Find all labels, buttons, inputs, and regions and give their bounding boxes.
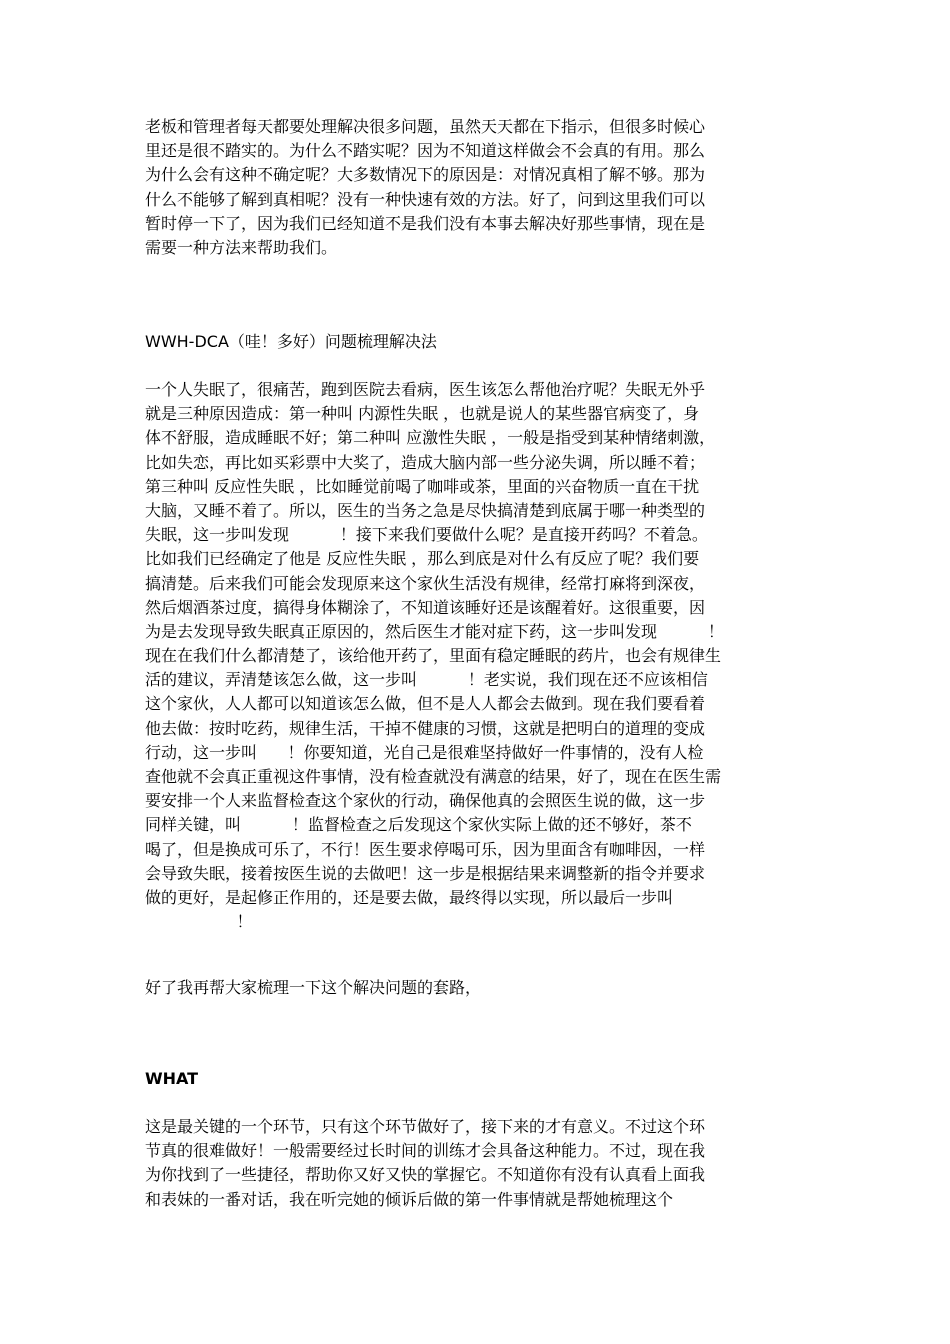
text-line: 行动，这一步叫 ！你要知道，光自己是很难坚持做好一件事情的，没有人检 [145, 742, 704, 762]
text-line: 比如我们已经确定了他是 反应性失眠 ，那么到底是对什么有反应了呢？我们要 [145, 549, 700, 569]
what-paragraph [145, 1115, 810, 1212]
text-line: 喝了，但是换成可乐了，不行！医生要求停喝可乐，因为里面含有咖啡因，一样 [145, 839, 706, 859]
text-line: 大脑，又睡不着了。所以，医生的当务之急是尽快搞清楚到底属于哪一种类型的 [145, 500, 706, 520]
text-line: 第三种叫 反应性失眠 ，比如睡觉前喝了咖啡或茶，里面的兴奋物质一直在干扰 [145, 476, 700, 496]
text-line: 为什么会有这种不确定呢？大多数情况下的原因是：对情况真相了解不够。那为 [145, 165, 706, 185]
text-line: 需要一种方法来帮助我们。 [145, 237, 338, 257]
text-line: 体不舒服，造成睡眠不好；第二种叫 应激性失眠 ，一般是指受到某种情绪刺激， [145, 428, 716, 448]
text-line: 暂时停一下了，因为我们已经知道不是我们没有本事去解决好那些事情，现在是 [145, 213, 706, 233]
what-heading: WHAT [145, 1069, 199, 1088]
text-line: 活的建议，弄清楚该怎么做，这一步叫 ！老实说，我们现在还不应该相信 [145, 670, 708, 690]
insomnia-story-paragraph [145, 378, 810, 934]
text-line: 一个人失眠了，很痛苦，跑到医院去看病，医生该怎么帮他治疗呢？失眠无外乎 [145, 380, 706, 399]
text-line: 搞清楚。后来我们可能会发现原来这个家伙生活没有规律，经常打麻将到深夜， [145, 573, 706, 593]
intro-paragraph [145, 115, 810, 260]
text-line: 查他就不会真正重视这件事情，没有检查就没有满意的结果，好了，现在在医生需 [145, 767, 722, 786]
method-heading: WWH-DCA（哇！多好）问题梳理解决法 [145, 332, 437, 351]
text-line: 好了我再帮大家梳理一下这个解决问题的套路， [145, 978, 482, 997]
text-line: ！ [145, 912, 253, 932]
summary-paragraph [145, 976, 810, 1000]
text-line: 什么不能够了解到真相呢？没有一种快速有效的方法。好了，问到这里我们可以 [145, 189, 706, 209]
text-line: 老板和管理者每天都要处理解决很多问题，虽然天天都在下指示，但很多时候心 [145, 117, 706, 136]
text-line: 这是最关键的一个环节，只有这个环节做好了，接下来的才有意义。不过这个环 [145, 1117, 706, 1136]
text-line: 现在在我们什么都清楚了，该给他开药了，里面有稳定睡眠的药片，也会有规律生 [145, 646, 722, 666]
text-line: 为是去发现导致失眠真正原因的，然后医生才能对症下药，这一步叫发现 ！ [145, 621, 724, 641]
text-line: 和表妹的一番对话，我在听完她的倾诉后做的第一件事情就是帮她梳理这个 [145, 1189, 674, 1209]
text-line: 里还是很不踏实的。为什么不踏实呢？因为不知道这样做会不会真的有用。那么 [145, 141, 706, 161]
text-line: 比如失恋，再比如买彩票中大奖了，造成大脑内部一些分泌失调，所以睡不着； [145, 452, 706, 472]
text-line: 会导致失眠，接着按医生说的去做吧！这一步是根据结果来调整新的指令并要求 [145, 863, 706, 883]
text-line: 要安排一个人来监督检查这个家伙的行动，确保他真的会照医生说的做，这一步 [145, 791, 706, 811]
text-line: 失眠，这一步叫发现 ！接下来我们要做什么呢？是直接开药吗？不着急。 [145, 525, 708, 545]
text-line: 同样关键，叫 ！监督检查之后发现这个家伙实际上做的还不够好，茶不 [145, 815, 692, 835]
text-line: 他去做：按时吃药，规律生活，干掉不健康的习惯，这就是把明白的道理的变成 [145, 718, 706, 738]
text-line: 就是三种原因造成：第一种叫 内源性失眠 ，也就是说人的某些器官病变了，身 [145, 404, 700, 424]
text-line: 然后烟酒茶过度，搞得身体糊涂了，不知道该睡好还是该醒着好。这很重要，因 [145, 597, 706, 617]
text-line: 这个家伙，人人都可以知道该怎么做，但不是人人都会去做到。现在我们要看着 [145, 694, 706, 714]
text-line: 节真的很难做好！一般需要经过长时间的训练才会具备这种能力。不过，现在我 [145, 1141, 706, 1161]
text-line: 为你找到了一些捷径，帮助你又好又快的掌握它。不知道你有没有认真看上面我 [145, 1165, 706, 1185]
text-line: 做的更好，是起修正作用的，还是要去做，最终得以实现，所以最后一步叫 [145, 887, 674, 907]
